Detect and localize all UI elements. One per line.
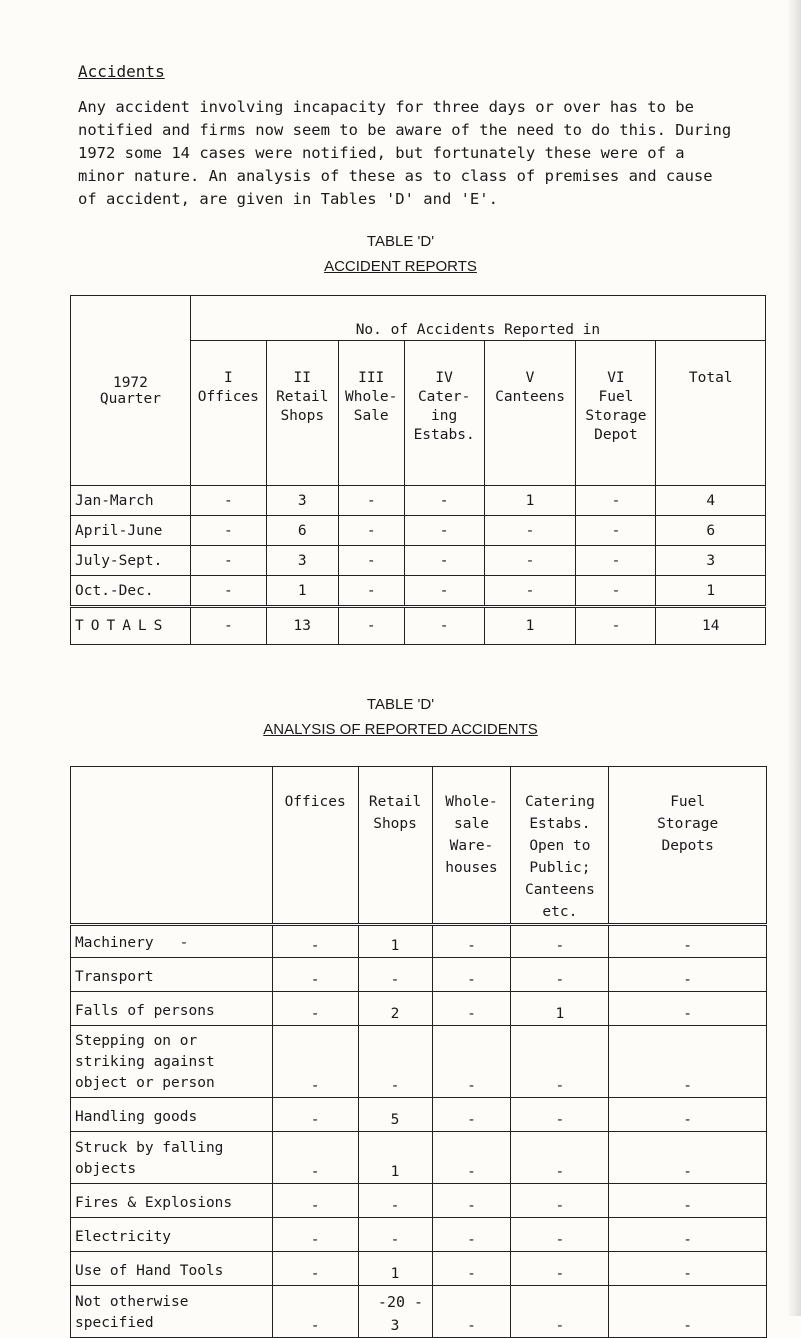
table-cell: - bbox=[432, 958, 511, 992]
table-cell: - bbox=[432, 1252, 511, 1286]
table-cell: - bbox=[511, 958, 609, 992]
table-cell: - bbox=[511, 1286, 609, 1338]
column-header bbox=[576, 341, 656, 486]
row-label bbox=[71, 1218, 273, 1252]
table-cell: - bbox=[484, 576, 576, 607]
table-cell: - bbox=[358, 1218, 432, 1252]
table-cell: 1 bbox=[358, 1252, 432, 1286]
row-label bbox=[71, 1252, 273, 1286]
row-label bbox=[71, 1026, 273, 1098]
table-cell: - bbox=[272, 958, 358, 992]
table-cell: - bbox=[190, 546, 266, 576]
row-label bbox=[71, 1184, 273, 1218]
totals-label: TOTALS bbox=[71, 607, 191, 645]
table-cell: - bbox=[190, 576, 266, 607]
table-d-title: TABLE 'D' bbox=[366, 233, 435, 250]
table-cell: - bbox=[484, 546, 576, 576]
column-header-line: houses bbox=[445, 860, 498, 876]
table-cell: - bbox=[404, 546, 484, 576]
column-header-line: Retail bbox=[368, 794, 422, 810]
table-cell: 5 bbox=[358, 1098, 432, 1132]
table-cell: 1 bbox=[358, 1132, 432, 1184]
table-cell: - bbox=[511, 1184, 609, 1218]
page-number: -20 - bbox=[377, 1293, 424, 1311]
totals-cell: - bbox=[190, 607, 266, 645]
column-header-line: ing bbox=[431, 408, 458, 424]
table-cell: - bbox=[576, 516, 656, 546]
table-cell: 6 bbox=[266, 516, 338, 546]
table-cell: - bbox=[432, 1132, 511, 1184]
column-header bbox=[404, 341, 484, 486]
table-cell: - bbox=[576, 546, 656, 576]
column-header bbox=[266, 341, 338, 486]
row-label-line: striking against bbox=[75, 1054, 215, 1070]
table-row bbox=[71, 1252, 767, 1286]
totals-cell: - bbox=[338, 607, 404, 645]
table-cell: - bbox=[404, 486, 484, 516]
table-cell: - bbox=[432, 992, 511, 1026]
table-cell: - bbox=[609, 925, 767, 958]
row-label-line: object or person bbox=[75, 1075, 215, 1091]
column-header-line: Depot bbox=[594, 427, 638, 443]
table-cell: - bbox=[511, 1098, 609, 1132]
table-cell: 1 bbox=[511, 992, 609, 1026]
table-cell: 6 bbox=[656, 516, 766, 546]
table-cell: 3 bbox=[656, 546, 766, 576]
table-cell: - bbox=[609, 1026, 767, 1098]
table-cell: 1 bbox=[266, 576, 338, 607]
column-header-line: Shops bbox=[280, 408, 325, 424]
column-header-line: Shops bbox=[373, 816, 417, 832]
row-label-line: Handling goods bbox=[75, 1109, 198, 1125]
column-header-line: Whole- bbox=[445, 794, 498, 810]
column-header bbox=[358, 767, 432, 925]
column-header-line: Canteens bbox=[495, 389, 565, 405]
row-label-line: Fires & Explosions bbox=[75, 1195, 233, 1211]
table-e-subtitle: ANALYSIS OF REPORTED ACCIDENTS bbox=[263, 721, 538, 738]
table-cell: 4 bbox=[656, 486, 766, 516]
row-label-line: Not otherwise bbox=[75, 1294, 189, 1310]
column-header-line: Fuel bbox=[670, 794, 706, 810]
table-e-body bbox=[71, 925, 767, 1338]
table-cell: - bbox=[511, 1218, 609, 1252]
table-cell: - bbox=[358, 958, 432, 992]
column-header-line: Total bbox=[688, 370, 733, 386]
accident-reports-table bbox=[70, 295, 766, 645]
column-header-line: Offices bbox=[284, 794, 346, 810]
table-cell: - bbox=[576, 576, 656, 607]
table-cell: - bbox=[609, 1218, 767, 1252]
column-header-line: Storage bbox=[657, 816, 719, 832]
table-cell: - bbox=[272, 1026, 358, 1098]
column-header-line: Retail bbox=[276, 389, 329, 405]
table-cell: - bbox=[609, 1286, 767, 1338]
row-label-line: Electricity bbox=[75, 1229, 172, 1245]
table-cell: - bbox=[609, 1184, 767, 1218]
table-cell: - bbox=[272, 1218, 358, 1252]
table-cell: - bbox=[272, 1184, 358, 1218]
table-cell: - bbox=[609, 1132, 767, 1184]
quarter-header bbox=[71, 296, 191, 486]
table-cell: - bbox=[272, 1286, 358, 1338]
table-cell: - bbox=[511, 1132, 609, 1184]
column-header bbox=[484, 341, 576, 486]
table-cell: - bbox=[511, 1026, 609, 1098]
table-cell: - bbox=[190, 486, 266, 516]
table-cell: - bbox=[358, 1184, 432, 1218]
table-row bbox=[71, 1098, 767, 1132]
row-label: July-Sept. bbox=[71, 546, 191, 576]
page-edge-shadow bbox=[787, 0, 801, 1316]
column-header-line: Storage bbox=[585, 408, 647, 424]
table-cell: - bbox=[432, 1286, 511, 1338]
table-cell: - bbox=[432, 1098, 511, 1132]
table-cell: - bbox=[609, 958, 767, 992]
column-header-line: II bbox=[293, 370, 311, 386]
table-cell: - bbox=[358, 1026, 432, 1098]
column-header-line: Public; bbox=[529, 860, 591, 876]
column-header-line: Sale bbox=[353, 408, 389, 424]
row-label-line: specified bbox=[75, 1315, 154, 1331]
table-cell: - bbox=[272, 925, 358, 958]
table-cell: - bbox=[404, 576, 484, 607]
totals-cell: 13 bbox=[266, 607, 338, 645]
column-header-line: Estabs. bbox=[529, 816, 591, 832]
cause-header bbox=[71, 767, 273, 925]
table-cell: - bbox=[404, 516, 484, 546]
table-row bbox=[71, 1218, 767, 1252]
row-label-line: - bbox=[179, 935, 189, 951]
table-row bbox=[71, 925, 767, 958]
table-cell: - bbox=[272, 1098, 358, 1132]
table-cell: 1 bbox=[358, 925, 432, 958]
table-cell: - bbox=[432, 1184, 511, 1218]
row-label bbox=[71, 958, 273, 992]
table-cell: 1 bbox=[484, 486, 576, 516]
table-cell: - bbox=[511, 1252, 609, 1286]
column-header-line: Cater- bbox=[417, 389, 471, 405]
table-cell: - bbox=[432, 1218, 511, 1252]
column-header-line: Estabs. bbox=[413, 427, 475, 443]
row-label bbox=[71, 1098, 273, 1132]
table-cell: - bbox=[609, 992, 767, 1026]
column-header-line: V bbox=[525, 370, 535, 386]
column-header-line: Offices bbox=[197, 389, 259, 405]
column-header bbox=[272, 767, 358, 925]
row-label: Oct.-Dec. bbox=[71, 576, 191, 607]
column-header-line: III bbox=[358, 370, 385, 386]
table-cell: 3 bbox=[358, 1286, 432, 1338]
table-row bbox=[71, 1184, 767, 1218]
column-header bbox=[432, 767, 511, 925]
column-header-line: Canteens bbox=[524, 882, 595, 898]
row-label bbox=[71, 925, 273, 958]
quarter-header-line: Quarter bbox=[99, 390, 161, 407]
table-cell: - bbox=[338, 576, 404, 607]
intro-paragraph: Any accident involving incapacity for three days or over has to be notified and firms now seem to be aware of the need to do this. During 1972 some 14 cases were notified, but fortunately these were of a minor nature. An analysis of these as to class of premises and cause of accident, are given in Tables 'D' and 'E'. bbox=[78, 98, 732, 208]
row-label bbox=[71, 1132, 273, 1184]
accident-analysis-table bbox=[70, 766, 767, 1338]
totals-cell: 14 bbox=[656, 607, 766, 645]
column-header bbox=[656, 341, 766, 486]
table-cell: 2 bbox=[358, 992, 432, 1026]
column-header bbox=[338, 341, 404, 486]
table-cell: - bbox=[272, 1132, 358, 1184]
column-header-line: I bbox=[223, 370, 233, 386]
column-header-row bbox=[71, 767, 767, 925]
column-header-line: etc. bbox=[542, 904, 578, 920]
column-header bbox=[609, 767, 767, 925]
table-cell: 3 bbox=[266, 546, 338, 576]
table-cell: - bbox=[511, 925, 609, 958]
column-header-line: Whole- bbox=[345, 389, 398, 405]
totals-cell: - bbox=[576, 607, 656, 645]
table-cell: - bbox=[484, 516, 576, 546]
totals-row bbox=[71, 607, 766, 645]
column-header-line: Ware- bbox=[449, 838, 494, 854]
column-header-line: Depots bbox=[661, 838, 714, 854]
row-label: Jan-March bbox=[71, 486, 191, 516]
table-row bbox=[71, 958, 767, 992]
row-label-line: Struck by falling bbox=[75, 1140, 224, 1156]
table-d-body bbox=[71, 486, 766, 645]
row-label-line: Transport bbox=[75, 969, 154, 985]
column-header-line: sale bbox=[454, 816, 489, 832]
table-e-title: TABLE 'D' bbox=[366, 696, 435, 713]
table-cell: - bbox=[272, 992, 358, 1026]
table-cell: 3 bbox=[266, 486, 338, 516]
table-cell: - bbox=[576, 486, 656, 516]
row-label-line: objects bbox=[75, 1161, 137, 1177]
table-cell: - bbox=[338, 546, 404, 576]
table-cell: - bbox=[338, 516, 404, 546]
table-cell: - bbox=[609, 1098, 767, 1132]
table-row bbox=[71, 1026, 767, 1098]
table-row bbox=[71, 546, 766, 576]
table-d-subtitle: ACCIDENT REPORTS bbox=[324, 258, 477, 275]
quarter-header-line: 1972 bbox=[112, 374, 148, 391]
row-label-line: Stepping on or bbox=[75, 1033, 198, 1049]
totals-cell: 1 bbox=[484, 607, 576, 645]
table-row bbox=[71, 992, 767, 1026]
table-row bbox=[71, 486, 766, 516]
table-cell: - bbox=[190, 516, 266, 546]
table-e-caption bbox=[0, 696, 801, 738]
table-cell: - bbox=[432, 925, 511, 958]
table-row bbox=[71, 516, 766, 546]
column-header-line: Catering bbox=[524, 794, 595, 810]
table-d-caption bbox=[0, 233, 801, 275]
totals-cell: - bbox=[404, 607, 484, 645]
row-label-line: Use of Hand Tools bbox=[75, 1263, 224, 1279]
section-heading: Accidents bbox=[78, 62, 165, 81]
table-cell: - bbox=[272, 1252, 358, 1286]
column-header-line: VI bbox=[607, 370, 625, 386]
table-cell: - bbox=[609, 1252, 767, 1286]
row-label: April-June bbox=[71, 516, 191, 546]
table-cell: - bbox=[432, 1026, 511, 1098]
column-header-line: Fuel bbox=[598, 389, 634, 405]
row-label bbox=[71, 992, 273, 1026]
accidents-reported-header: No. of Accidents Reported in bbox=[190, 296, 765, 341]
table-cell: 1 bbox=[656, 576, 766, 607]
column-header bbox=[511, 767, 609, 925]
table-row bbox=[71, 576, 766, 607]
row-label-line: Falls of persons bbox=[75, 1003, 215, 1019]
column-header-line: Open to bbox=[529, 838, 591, 854]
column-header-line: IV bbox=[435, 370, 453, 386]
table-row bbox=[71, 1132, 767, 1184]
table-cell: - bbox=[338, 486, 404, 516]
row-label-line: Machinery bbox=[75, 935, 154, 951]
column-header bbox=[190, 341, 266, 486]
